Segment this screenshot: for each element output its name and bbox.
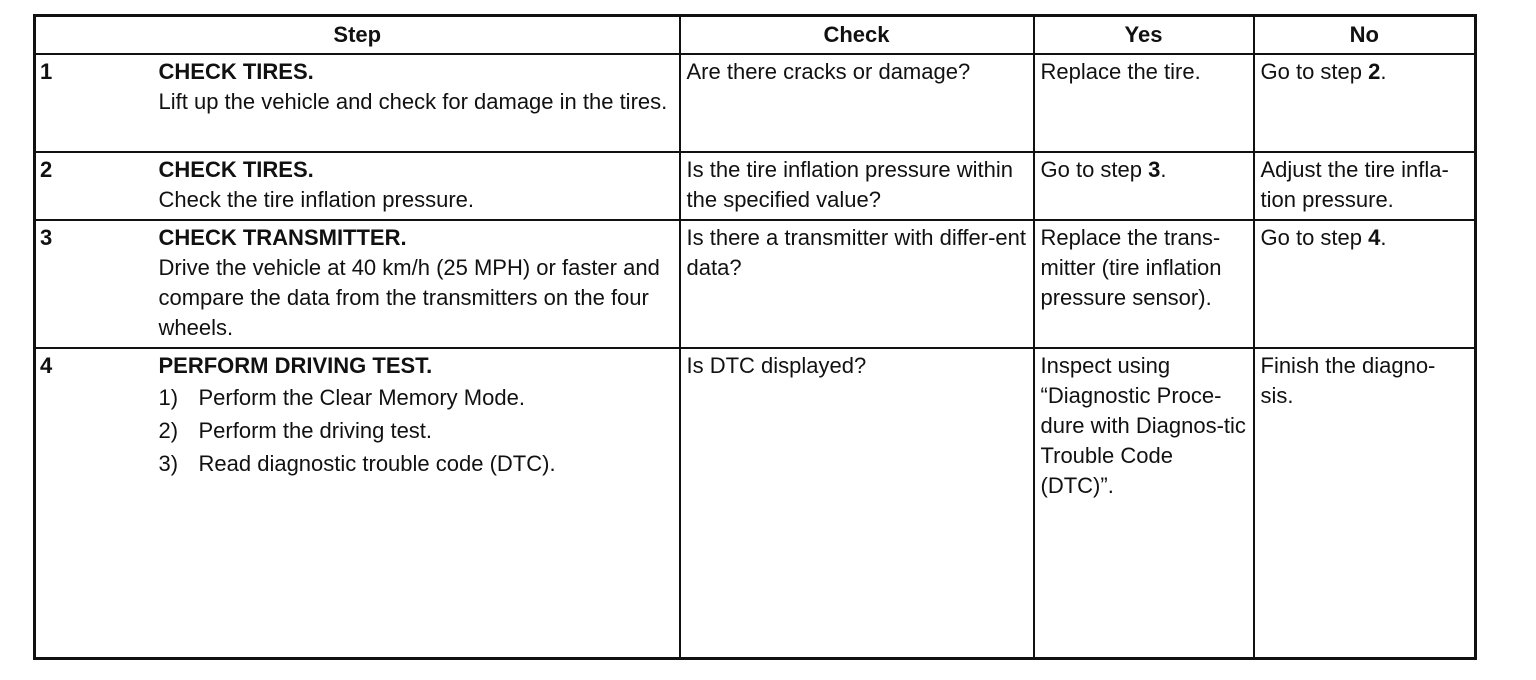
table-row [35,54,1476,152]
step-description: Lift up the vehicle and check for damage in the tires. [158,89,668,114]
check-cell: Is the tire inflation pressure within the specified value? [680,152,1034,220]
substep-item [159,381,673,414]
yes-cell [1034,152,1254,220]
step-reference: 4 [1368,225,1381,250]
header-step: Step [35,16,680,55]
step-number: 4 [35,348,159,659]
step-title: CHECK TRANSMITTER. [158,225,407,250]
substep-text: Perform the driving test. [198,418,433,443]
step-cell [159,348,680,659]
step-cell [159,220,680,348]
step-number: 1 [35,54,159,152]
table-row [35,348,1476,659]
step-reference: 3 [1148,157,1161,182]
yes-cell: Replace the tire. [1034,54,1254,152]
no-cell: Finish the diagno-sis. [1254,348,1476,659]
no-cell [1254,54,1476,152]
no-prefix: Go to step [1260,59,1369,84]
substep-item [159,447,673,480]
substep-text: Read diagnostic trouble code (DTC). [198,451,556,476]
header-no: No [1254,16,1476,55]
header-row [35,16,1476,55]
table-row [35,220,1476,348]
yes-prefix: Go to step [1040,157,1149,182]
substep-text: Perform the Clear Memory Mode. [198,385,525,410]
substep-number: 1) [158,385,179,410]
step-number: 2 [35,152,159,220]
no-prefix: Go to step [1260,225,1369,250]
substep-item [159,414,673,447]
step-title: CHECK TIRES. [158,59,314,84]
yes-cell: Replace the trans-mitter (tire inflation pressure sensor). [1034,220,1254,348]
no-suffix: . [1380,225,1387,250]
table-row [35,152,1476,220]
diagnostic-table [33,14,1477,660]
substep-number: 3) [158,451,179,476]
no-suffix: . [1380,59,1387,84]
step-cell [159,152,680,220]
step-title: CHECK TIRES. [158,157,314,182]
step-title: PERFORM DRIVING TEST. [158,353,433,378]
substep-list [159,381,673,480]
yes-suffix: . [1160,157,1167,182]
step-description: Check the tire inflation pressure. [158,187,474,212]
step-cell [159,54,680,152]
no-cell: Adjust the tire infla-tion pressure. [1254,152,1476,220]
header-check: Check [680,16,1034,55]
step-description: Drive the vehicle at 40 km/h (25 MPH) or faster and compare the data from the transmitters on the four wheels. [158,255,660,340]
check-cell: Are there cracks or damage? [680,54,1034,152]
substep-number: 2) [158,418,179,443]
step-reference: 2 [1368,59,1381,84]
check-cell: Is DTC displayed? [680,348,1034,659]
yes-cell: Inspect using “Diagnostic Proce-dure with Diagnos-tic Trouble Code (DTC)”. [1034,348,1254,659]
step-number: 3 [35,220,159,348]
no-cell [1254,220,1476,348]
header-yes: Yes [1034,16,1254,55]
check-cell: Is there a transmitter with differ-ent data? [680,220,1034,348]
